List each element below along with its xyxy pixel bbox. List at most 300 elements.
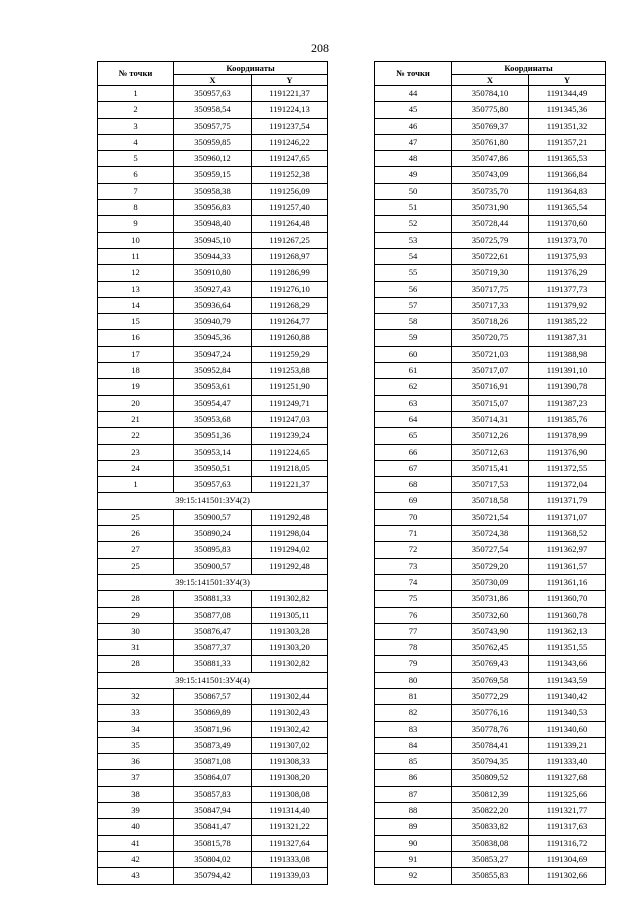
point-number-cell: 73 bbox=[375, 558, 452, 574]
y-coordinate-cell: 1191321,22 bbox=[252, 819, 328, 835]
table-row bbox=[375, 591, 606, 607]
table-row bbox=[98, 786, 328, 802]
section-row bbox=[98, 672, 328, 688]
point-number-cell: 19 bbox=[98, 379, 174, 395]
y-coordinate-cell: 1191303,28 bbox=[252, 623, 328, 639]
x-coordinate-cell: 350721,03 bbox=[452, 346, 529, 362]
point-number-cell: 79 bbox=[375, 656, 452, 672]
table-row bbox=[98, 395, 328, 411]
page-number: 208 bbox=[311, 41, 329, 55]
point-number-cell: 18 bbox=[98, 363, 174, 379]
x-coordinate-cell: 350714,31 bbox=[452, 411, 529, 427]
y-coordinate-cell: 1191376,29 bbox=[529, 265, 606, 281]
x-coordinate-cell: 350772,29 bbox=[452, 688, 529, 704]
table-body-right bbox=[375, 86, 606, 885]
table-row bbox=[375, 281, 606, 297]
y-coordinate-cell: 1191371,79 bbox=[529, 493, 606, 509]
x-coordinate-cell: 350717,53 bbox=[452, 477, 529, 493]
point-number-cell: 45 bbox=[375, 102, 452, 118]
table-row bbox=[375, 688, 606, 704]
x-coordinate-cell: 350959,15 bbox=[174, 167, 252, 183]
table-row bbox=[98, 86, 328, 102]
table-row bbox=[375, 444, 606, 460]
table-row bbox=[98, 411, 328, 427]
y-coordinate-cell: 1191327,68 bbox=[529, 770, 606, 786]
y-coordinate-cell: 1191308,20 bbox=[252, 770, 328, 786]
point-number-cell: 7 bbox=[98, 183, 174, 199]
point-number-cell: 68 bbox=[375, 477, 452, 493]
table-row bbox=[375, 851, 606, 867]
x-coordinate-cell: 350881,33 bbox=[174, 591, 252, 607]
point-number-cell: 33 bbox=[98, 705, 174, 721]
x-coordinate-cell: 350950,51 bbox=[174, 460, 252, 476]
y-coordinate-cell: 1191343,66 bbox=[529, 656, 606, 672]
table-row bbox=[98, 216, 328, 232]
point-number-cell: 10 bbox=[98, 232, 174, 248]
table-row bbox=[375, 705, 606, 721]
table-row bbox=[375, 363, 606, 379]
point-number-cell: 21 bbox=[98, 411, 174, 427]
y-coordinate-cell: 1191370,60 bbox=[529, 216, 606, 232]
x-coordinate-cell: 350769,37 bbox=[452, 118, 529, 134]
section-label: 39:15:141501:ЗУ4(3) bbox=[98, 574, 328, 590]
point-number-cell: 67 bbox=[375, 460, 452, 476]
table-row bbox=[375, 297, 606, 313]
x-coordinate-cell: 350841,47 bbox=[174, 819, 252, 835]
x-coordinate-cell: 350717,75 bbox=[452, 281, 529, 297]
x-coordinate-cell: 350952,84 bbox=[174, 363, 252, 379]
y-coordinate-cell: 1191302,66 bbox=[529, 868, 606, 884]
table-row bbox=[98, 200, 328, 216]
section-label: 39:15:141501:ЗУ4(2) bbox=[98, 493, 328, 509]
y-coordinate-cell: 1191317,63 bbox=[529, 819, 606, 835]
table-row bbox=[375, 167, 606, 183]
table-row bbox=[98, 477, 328, 493]
point-number-cell: 53 bbox=[375, 232, 452, 248]
table-row bbox=[375, 102, 606, 118]
table-row bbox=[98, 607, 328, 623]
y-coordinate-cell: 1191224,65 bbox=[252, 444, 328, 460]
x-coordinate-cell: 350725,79 bbox=[452, 232, 529, 248]
x-coordinate-cell: 350959,85 bbox=[174, 134, 252, 150]
coordinates-table-right bbox=[374, 61, 606, 885]
y-coordinate-cell: 1191302,82 bbox=[252, 591, 328, 607]
table-row bbox=[98, 851, 328, 867]
point-number-cell: 14 bbox=[98, 297, 174, 313]
header-y: Y bbox=[529, 75, 606, 86]
y-coordinate-cell: 1191303,20 bbox=[252, 640, 328, 656]
point-number-cell: 28 bbox=[98, 656, 174, 672]
point-number-cell: 49 bbox=[375, 167, 452, 183]
x-coordinate-cell: 350778,76 bbox=[452, 721, 529, 737]
point-number-cell: 58 bbox=[375, 314, 452, 330]
x-coordinate-cell: 350871,96 bbox=[174, 721, 252, 737]
x-coordinate-cell: 350815,78 bbox=[174, 835, 252, 851]
table-row bbox=[375, 509, 606, 525]
y-coordinate-cell: 1191361,16 bbox=[529, 574, 606, 590]
x-coordinate-cell: 350864,07 bbox=[174, 770, 252, 786]
y-coordinate-cell: 1191364,83 bbox=[529, 183, 606, 199]
section-row bbox=[98, 493, 328, 509]
point-number-cell: 11 bbox=[98, 248, 174, 264]
y-coordinate-cell: 1191268,97 bbox=[252, 248, 328, 264]
x-coordinate-cell: 350945,36 bbox=[174, 330, 252, 346]
x-coordinate-cell: 350877,37 bbox=[174, 640, 252, 656]
x-coordinate-cell: 350812,39 bbox=[452, 786, 529, 802]
header-x: X bbox=[174, 75, 252, 86]
point-number-cell: 60 bbox=[375, 346, 452, 362]
y-coordinate-cell: 1191294,02 bbox=[252, 542, 328, 558]
y-coordinate-cell: 1191221,37 bbox=[252, 86, 328, 102]
y-coordinate-cell: 1191340,60 bbox=[529, 721, 606, 737]
point-number-cell: 26 bbox=[98, 526, 174, 542]
point-number-cell: 28 bbox=[98, 591, 174, 607]
point-number-cell: 38 bbox=[98, 786, 174, 802]
table-row bbox=[98, 314, 328, 330]
x-coordinate-cell: 350743,90 bbox=[452, 623, 529, 639]
y-coordinate-cell: 1191365,53 bbox=[529, 151, 606, 167]
point-number-cell: 44 bbox=[375, 86, 452, 102]
y-coordinate-cell: 1191302,44 bbox=[252, 688, 328, 704]
table-row bbox=[98, 623, 328, 639]
point-number-cell: 85 bbox=[375, 754, 452, 770]
y-coordinate-cell: 1191307,02 bbox=[252, 737, 328, 753]
y-coordinate-cell: 1191361,57 bbox=[529, 558, 606, 574]
table-row bbox=[98, 835, 328, 851]
point-number-cell: 22 bbox=[98, 428, 174, 444]
table-row bbox=[98, 460, 328, 476]
table-row bbox=[98, 737, 328, 753]
y-coordinate-cell: 1191292,48 bbox=[252, 558, 328, 574]
x-coordinate-cell: 350716,91 bbox=[452, 379, 529, 395]
point-number-cell: 41 bbox=[98, 835, 174, 851]
table-row bbox=[98, 183, 328, 199]
point-number-cell: 5 bbox=[98, 151, 174, 167]
x-coordinate-cell: 350747,86 bbox=[452, 151, 529, 167]
y-coordinate-cell: 1191360,78 bbox=[529, 607, 606, 623]
y-coordinate-cell: 1191302,82 bbox=[252, 656, 328, 672]
y-coordinate-cell: 1191333,40 bbox=[529, 754, 606, 770]
x-coordinate-cell: 350735,70 bbox=[452, 183, 529, 199]
table-row bbox=[375, 493, 606, 509]
point-number-cell: 72 bbox=[375, 542, 452, 558]
y-coordinate-cell: 1191385,76 bbox=[529, 411, 606, 427]
point-number-cell: 87 bbox=[375, 786, 452, 802]
coordinates-table-left bbox=[97, 61, 328, 885]
table-row bbox=[98, 346, 328, 362]
x-coordinate-cell: 350867,57 bbox=[174, 688, 252, 704]
y-coordinate-cell: 1191365,54 bbox=[529, 200, 606, 216]
point-number-cell: 43 bbox=[98, 868, 174, 884]
y-coordinate-cell: 1191298,04 bbox=[252, 526, 328, 542]
table-row bbox=[375, 460, 606, 476]
point-number-cell: 29 bbox=[98, 607, 174, 623]
x-coordinate-cell: 350731,86 bbox=[452, 591, 529, 607]
y-coordinate-cell: 1191362,13 bbox=[529, 623, 606, 639]
y-coordinate-cell: 1191252,38 bbox=[252, 167, 328, 183]
point-number-cell: 1 bbox=[98, 86, 174, 102]
table-row bbox=[375, 754, 606, 770]
x-coordinate-cell: 350838,08 bbox=[452, 835, 529, 851]
y-coordinate-cell: 1191257,40 bbox=[252, 200, 328, 216]
point-number-cell: 16 bbox=[98, 330, 174, 346]
table-row bbox=[98, 705, 328, 721]
x-coordinate-cell: 350960,12 bbox=[174, 151, 252, 167]
y-coordinate-cell: 1191385,22 bbox=[529, 314, 606, 330]
table-row bbox=[375, 314, 606, 330]
point-number-cell: 12 bbox=[98, 265, 174, 281]
table-row bbox=[375, 656, 606, 672]
y-coordinate-cell: 1191264,48 bbox=[252, 216, 328, 232]
point-number-cell: 48 bbox=[375, 151, 452, 167]
table-row bbox=[98, 134, 328, 150]
y-coordinate-cell: 1191372,04 bbox=[529, 477, 606, 493]
y-coordinate-cell: 1191321,77 bbox=[529, 803, 606, 819]
x-coordinate-cell: 350743,09 bbox=[452, 167, 529, 183]
header-coordinates: Координаты bbox=[174, 62, 328, 75]
table-row bbox=[98, 167, 328, 183]
y-coordinate-cell: 1191368,52 bbox=[529, 526, 606, 542]
x-coordinate-cell: 350881,33 bbox=[174, 656, 252, 672]
x-coordinate-cell: 350715,07 bbox=[452, 395, 529, 411]
point-number-cell: 74 bbox=[375, 574, 452, 590]
y-coordinate-cell: 1191366,84 bbox=[529, 167, 606, 183]
x-coordinate-cell: 350900,57 bbox=[174, 558, 252, 574]
table-row bbox=[98, 297, 328, 313]
y-coordinate-cell: 1191387,23 bbox=[529, 395, 606, 411]
x-coordinate-cell: 350945,10 bbox=[174, 232, 252, 248]
table-row bbox=[375, 607, 606, 623]
point-number-cell: 84 bbox=[375, 737, 452, 753]
table-row bbox=[375, 428, 606, 444]
x-coordinate-cell: 350718,58 bbox=[452, 493, 529, 509]
point-number-cell: 76 bbox=[375, 607, 452, 623]
table-row bbox=[98, 591, 328, 607]
table-row bbox=[375, 118, 606, 134]
point-number-cell: 25 bbox=[98, 509, 174, 525]
table-row bbox=[375, 542, 606, 558]
x-coordinate-cell: 350720,75 bbox=[452, 330, 529, 346]
table-row bbox=[98, 803, 328, 819]
point-number-cell: 63 bbox=[375, 395, 452, 411]
point-number-cell: 1 bbox=[98, 477, 174, 493]
x-coordinate-cell: 350910,80 bbox=[174, 265, 252, 281]
x-coordinate-cell: 350948,40 bbox=[174, 216, 252, 232]
x-coordinate-cell: 350712,63 bbox=[452, 444, 529, 460]
table-row bbox=[375, 558, 606, 574]
x-coordinate-cell: 350855,83 bbox=[452, 868, 529, 884]
table-row bbox=[98, 542, 328, 558]
y-coordinate-cell: 1191308,08 bbox=[252, 786, 328, 802]
point-number-cell: 47 bbox=[375, 134, 452, 150]
table-row bbox=[375, 411, 606, 427]
table-row bbox=[98, 868, 328, 884]
table-row bbox=[375, 151, 606, 167]
point-number-cell: 3 bbox=[98, 118, 174, 134]
point-number-cell: 55 bbox=[375, 265, 452, 281]
table-row bbox=[98, 232, 328, 248]
point-number-cell: 13 bbox=[98, 281, 174, 297]
x-coordinate-cell: 350876,47 bbox=[174, 623, 252, 639]
y-coordinate-cell: 1191292,48 bbox=[252, 509, 328, 525]
point-number-cell: 17 bbox=[98, 346, 174, 362]
x-coordinate-cell: 350732,60 bbox=[452, 607, 529, 623]
point-number-cell: 27 bbox=[98, 542, 174, 558]
y-coordinate-cell: 1191316,72 bbox=[529, 835, 606, 851]
table-row bbox=[98, 444, 328, 460]
table-row bbox=[375, 786, 606, 802]
point-number-cell: 69 bbox=[375, 493, 452, 509]
y-coordinate-cell: 1191351,55 bbox=[529, 640, 606, 656]
point-number-cell: 46 bbox=[375, 118, 452, 134]
x-coordinate-cell: 350722,61 bbox=[452, 248, 529, 264]
table-row bbox=[375, 526, 606, 542]
table-row bbox=[98, 151, 328, 167]
table-row bbox=[375, 803, 606, 819]
table-row bbox=[98, 819, 328, 835]
table-row bbox=[375, 346, 606, 362]
y-coordinate-cell: 1191305,11 bbox=[252, 607, 328, 623]
y-coordinate-cell: 1191251,90 bbox=[252, 379, 328, 395]
point-number-cell: 90 bbox=[375, 835, 452, 851]
x-coordinate-cell: 350717,33 bbox=[452, 297, 529, 313]
table-row bbox=[98, 102, 328, 118]
y-coordinate-cell: 1191264,77 bbox=[252, 314, 328, 330]
point-number-cell: 80 bbox=[375, 672, 452, 688]
y-coordinate-cell: 1191259,29 bbox=[252, 346, 328, 362]
point-number-cell: 71 bbox=[375, 526, 452, 542]
x-coordinate-cell: 350804,02 bbox=[174, 851, 252, 867]
point-number-cell: 37 bbox=[98, 770, 174, 786]
y-coordinate-cell: 1191218,05 bbox=[252, 460, 328, 476]
y-coordinate-cell: 1191249,71 bbox=[252, 395, 328, 411]
point-number-cell: 65 bbox=[375, 428, 452, 444]
y-coordinate-cell: 1191391,10 bbox=[529, 363, 606, 379]
x-coordinate-cell: 350953,14 bbox=[174, 444, 252, 460]
table-row bbox=[375, 183, 606, 199]
y-coordinate-cell: 1191314,40 bbox=[252, 803, 328, 819]
table-row bbox=[375, 721, 606, 737]
x-coordinate-cell: 350761,80 bbox=[452, 134, 529, 150]
point-number-cell: 70 bbox=[375, 509, 452, 525]
y-coordinate-cell: 1191268,29 bbox=[252, 297, 328, 313]
y-coordinate-cell: 1191267,25 bbox=[252, 232, 328, 248]
y-coordinate-cell: 1191247,03 bbox=[252, 411, 328, 427]
y-coordinate-cell: 1191378,99 bbox=[529, 428, 606, 444]
x-coordinate-cell: 350957,63 bbox=[174, 86, 252, 102]
section-label: 39:15:141501:ЗУ4(4) bbox=[98, 672, 328, 688]
table-row bbox=[375, 248, 606, 264]
x-coordinate-cell: 350822,20 bbox=[452, 803, 529, 819]
point-number-cell: 42 bbox=[98, 851, 174, 867]
table-row bbox=[375, 737, 606, 753]
table-row bbox=[98, 721, 328, 737]
header-point-number: № точки bbox=[375, 62, 452, 86]
point-number-cell: 54 bbox=[375, 248, 452, 264]
x-coordinate-cell: 350715,41 bbox=[452, 460, 529, 476]
x-coordinate-cell: 350953,68 bbox=[174, 411, 252, 427]
y-coordinate-cell: 1191302,42 bbox=[252, 721, 328, 737]
y-coordinate-cell: 1191256,09 bbox=[252, 183, 328, 199]
x-coordinate-cell: 350873,49 bbox=[174, 737, 252, 753]
table-row bbox=[375, 134, 606, 150]
x-coordinate-cell: 350776,16 bbox=[452, 705, 529, 721]
y-coordinate-cell: 1191351,32 bbox=[529, 118, 606, 134]
y-coordinate-cell: 1191372,55 bbox=[529, 460, 606, 476]
table-row bbox=[375, 379, 606, 395]
section-row bbox=[98, 574, 328, 590]
x-coordinate-cell: 350947,24 bbox=[174, 346, 252, 362]
table-row bbox=[375, 86, 606, 102]
point-number-cell: 57 bbox=[375, 297, 452, 313]
point-number-cell: 36 bbox=[98, 754, 174, 770]
y-coordinate-cell: 1191247,65 bbox=[252, 151, 328, 167]
y-coordinate-cell: 1191276,10 bbox=[252, 281, 328, 297]
point-number-cell: 78 bbox=[375, 640, 452, 656]
table-row bbox=[98, 281, 328, 297]
table-row bbox=[375, 216, 606, 232]
table-row bbox=[375, 819, 606, 835]
table-row bbox=[375, 232, 606, 248]
y-coordinate-cell: 1191387,31 bbox=[529, 330, 606, 346]
y-coordinate-cell: 1191333,08 bbox=[252, 851, 328, 867]
point-number-cell: 32 bbox=[98, 688, 174, 704]
y-coordinate-cell: 1191360,70 bbox=[529, 591, 606, 607]
x-coordinate-cell: 350877,08 bbox=[174, 607, 252, 623]
x-coordinate-cell: 350775,80 bbox=[452, 102, 529, 118]
table-row bbox=[98, 509, 328, 525]
x-coordinate-cell: 350784,10 bbox=[452, 86, 529, 102]
table-row bbox=[98, 526, 328, 542]
header-coordinates: Координаты bbox=[452, 62, 606, 75]
point-number-cell: 15 bbox=[98, 314, 174, 330]
header-point-number: № точки bbox=[98, 62, 174, 86]
y-coordinate-cell: 1191339,03 bbox=[252, 868, 328, 884]
point-number-cell: 59 bbox=[375, 330, 452, 346]
table-row bbox=[375, 770, 606, 786]
x-coordinate-cell: 350729,20 bbox=[452, 558, 529, 574]
table-row bbox=[375, 623, 606, 639]
y-coordinate-cell: 1191286,99 bbox=[252, 265, 328, 281]
y-coordinate-cell: 1191224,13 bbox=[252, 102, 328, 118]
header-y: Y bbox=[252, 75, 328, 86]
y-coordinate-cell: 1191221,37 bbox=[252, 477, 328, 493]
x-coordinate-cell: 350717,07 bbox=[452, 363, 529, 379]
x-coordinate-cell: 350953,61 bbox=[174, 379, 252, 395]
table-row bbox=[98, 428, 328, 444]
point-number-cell: 86 bbox=[375, 770, 452, 786]
y-coordinate-cell: 1191371,07 bbox=[529, 509, 606, 525]
x-coordinate-cell: 350769,58 bbox=[452, 672, 529, 688]
x-coordinate-cell: 350927,43 bbox=[174, 281, 252, 297]
point-number-cell: 50 bbox=[375, 183, 452, 199]
header-x: X bbox=[452, 75, 529, 86]
point-number-cell: 4 bbox=[98, 134, 174, 150]
point-number-cell: 8 bbox=[98, 200, 174, 216]
table-row bbox=[98, 118, 328, 134]
x-coordinate-cell: 350958,54 bbox=[174, 102, 252, 118]
table-row bbox=[98, 330, 328, 346]
table-row bbox=[375, 265, 606, 281]
y-coordinate-cell: 1191373,70 bbox=[529, 232, 606, 248]
point-number-cell: 6 bbox=[98, 167, 174, 183]
x-coordinate-cell: 350712,26 bbox=[452, 428, 529, 444]
point-number-cell: 89 bbox=[375, 819, 452, 835]
x-coordinate-cell: 350951,36 bbox=[174, 428, 252, 444]
point-number-cell: 92 bbox=[375, 868, 452, 884]
x-coordinate-cell: 350719,30 bbox=[452, 265, 529, 281]
x-coordinate-cell: 350847,94 bbox=[174, 803, 252, 819]
